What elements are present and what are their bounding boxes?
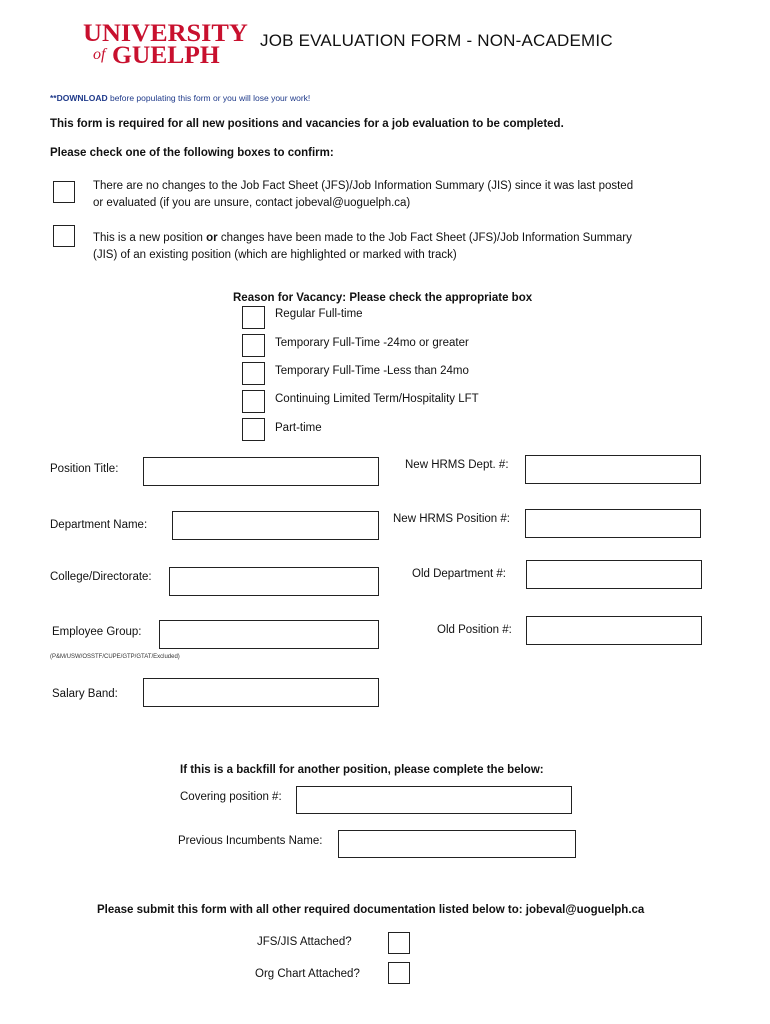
previous-incumbents-label: Previous Incumbents Name: [178, 835, 323, 847]
jfs-jis-attached-label: JFS/JIS Attached? [257, 936, 352, 948]
vacancy-parttime-checkbox[interactable] [242, 418, 265, 441]
required-statement: This form is required for all new positions and vacancies for a job evaluation to be completed. [50, 118, 564, 130]
confirm-new-position-post: changes have been made to the Job Fact Sheet (JFS)/Job Information Summary [217, 232, 632, 244]
department-name-label: Department Name: [50, 519, 148, 531]
college-directorate-label: College/Directorate: [50, 571, 152, 583]
vacancy-temp-less-24mo-checkbox[interactable] [242, 362, 265, 385]
download-note-bold: **DOWNLOAD [50, 93, 108, 103]
vacancy-regular-fulltime-checkbox[interactable] [242, 306, 265, 329]
previous-incumbents-input[interactable] [338, 830, 576, 858]
check-instruction: Please check one of the following boxes to confirm: [50, 147, 334, 159]
download-note-rest: before populating this form or you will lose your work! [107, 93, 311, 103]
employee-group-label: Employee Group: [52, 626, 142, 638]
jfs-jis-attached-checkbox[interactable] [388, 932, 410, 954]
confirm-new-position-line2: (JIS) of an existing position (which are highlighted or marked with track) [93, 249, 457, 261]
logo-of-text: of [93, 46, 106, 63]
vacancy-temp-24mo-plus-label: Temporary Full-Time -24mo or greater [275, 337, 469, 349]
new-hrms-position-input[interactable] [525, 509, 701, 538]
confirm-no-changes-text [93, 178, 633, 212]
download-note [50, 93, 310, 103]
vacancy-parttime-label: Part-time [275, 422, 322, 434]
employee-group-note: (P&M/USW/OSSTF/CUPE/GTP/GTAT/Excluded) [50, 654, 180, 660]
confirm-no-changes-checkbox[interactable] [53, 181, 75, 203]
college-directorate-input[interactable] [169, 567, 379, 596]
vacancy-temp-24mo-plus-checkbox[interactable] [242, 334, 265, 357]
salary-band-label: Salary Band: [52, 688, 118, 700]
new-hrms-dept-input[interactable] [525, 455, 701, 484]
old-position-input[interactable] [526, 616, 702, 645]
vacancy-continuing-lft-checkbox[interactable] [242, 390, 265, 413]
salary-band-input[interactable] [143, 678, 379, 707]
covering-position-input[interactable] [296, 786, 572, 814]
covering-position-label: Covering position #: [180, 791, 282, 803]
org-chart-attached-checkbox[interactable] [388, 962, 410, 984]
new-hrms-dept-label: New HRMS Dept. #: [405, 459, 509, 471]
position-title-label: Position Title: [50, 463, 119, 475]
department-name-input[interactable] [172, 511, 379, 540]
page-title: JOB EVALUATION FORM - NON-ACADEMIC [260, 31, 613, 50]
position-title-input[interactable] [143, 457, 379, 486]
confirm-new-position-text [93, 230, 632, 264]
vacancy-temp-less-24mo-label: Temporary Full-Time -Less than 24mo [275, 365, 469, 377]
new-hrms-position-label: New HRMS Position #: [393, 513, 510, 525]
logo-university-text: UNIVERSITY [83, 20, 248, 47]
confirm-no-changes-line1: There are no changes to the Job Fact Sheet (JFS)/Job Information Summary (JIS) since it was last posted [93, 180, 634, 192]
confirm-new-position-line1 [93, 230, 632, 247]
confirm-new-position-or: or [206, 232, 218, 244]
submit-instruction: Please submit this form with all other required documentation listed below to: jobeval@uoguelph.ca [97, 904, 645, 916]
org-chart-attached-label: Org Chart Attached? [255, 968, 360, 980]
employee-group-input[interactable] [159, 620, 379, 649]
confirm-no-changes-line2: or evaluated (if you are unsure, contact jobeval@uoguelph.ca) [93, 197, 411, 209]
backfill-heading: If this is a backfill for another position, please complete the below: [180, 764, 544, 776]
old-position-label: Old Position #: [437, 624, 512, 636]
old-department-input[interactable] [526, 560, 702, 589]
old-department-label: Old Department #: [412, 568, 506, 580]
vacancy-continuing-lft-label: Continuing Limited Term/Hospitality LFT [275, 393, 479, 405]
confirm-new-position-pre: This is a new position [93, 232, 207, 244]
confirm-new-position-checkbox[interactable] [53, 225, 75, 247]
logo-guelph-text: GUELPH [112, 42, 220, 69]
vacancy-heading: Reason for Vacancy: Please check the appropriate box [233, 292, 533, 304]
vacancy-regular-fulltime-label: Regular Full-time [275, 308, 363, 320]
